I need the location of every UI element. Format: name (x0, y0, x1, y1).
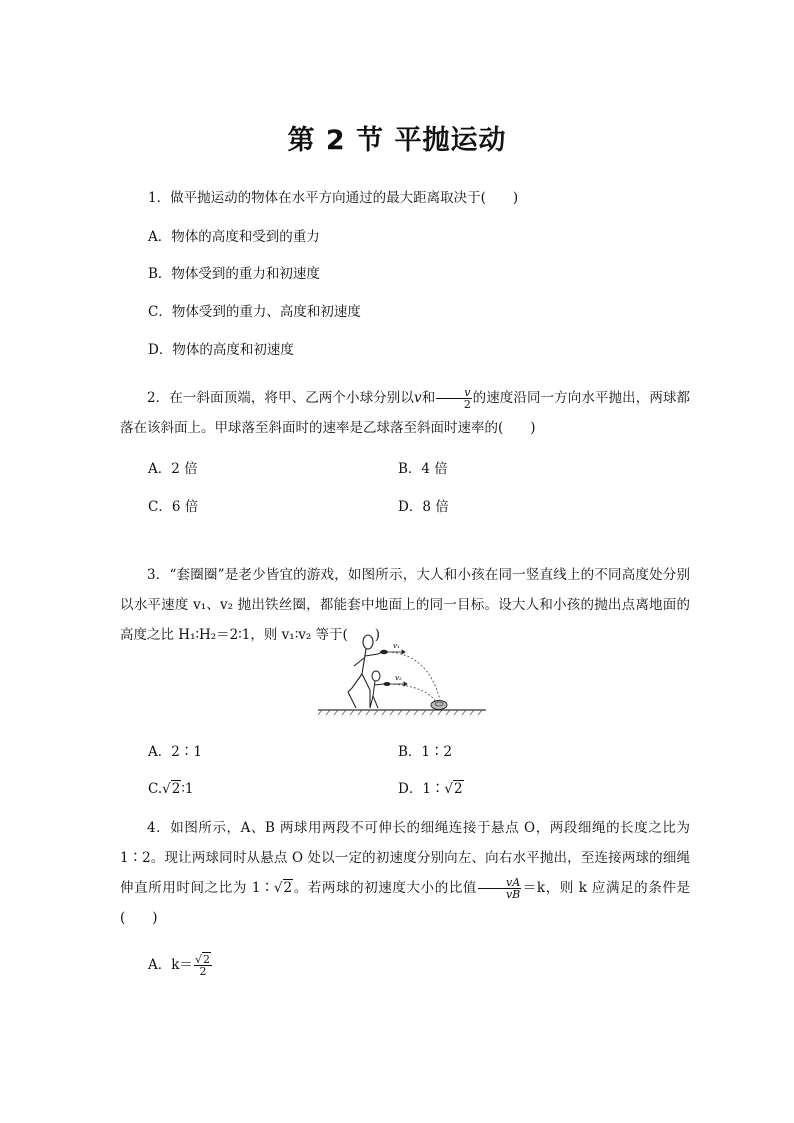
q2-option-d: D．8 倍 (398, 499, 449, 515)
q2-option-b: B．4 倍 (398, 461, 448, 477)
question-1-stem: 1．做平抛运动的物体在水平方向通过的最大距离取决于( ) (148, 190, 519, 206)
q4-option-a: A．k＝ $\frac{√2}{2}$ (148, 953, 210, 978)
fraction-v-over-2: $\frac{v}{2}$ (436, 387, 471, 410)
v2-label: v₂ (395, 674, 402, 682)
page-title: 第 2 节 平抛运动 (287, 125, 507, 156)
question-4-stem: 4．如图所示，A、B 两球用两段不可伸长的细绳连接于悬点 O，两段细绳的长度之比为 1∶2。现让两球同时从悬点 O 处以一定的初速度分别向左、向右水平抛出，至连接两球的细绳伸直所用时间之比为 1∶√2。若两球的初速度大小的比值 $\frac{vA}{vB}$ ＝k，则 k 应满足的条件是( ) (120, 820, 690, 926)
q3-option-a: A．2∶1 (148, 744, 202, 760)
child-trajectory (390, 684, 436, 702)
child-figure (370, 671, 384, 708)
q1-option-c: C．物体受到的重力、高度和初速度 (148, 304, 361, 320)
q2-option-c: C．6 倍 (148, 499, 199, 515)
q2-option-a: A．2 倍 (148, 461, 198, 477)
q1-option-a: A．物体的高度和受到的重力 (148, 229, 320, 245)
fraction-va-over-vb: $\frac{vA}{vB}$ (478, 877, 521, 900)
sqrt-symbol: √2 (273, 880, 293, 896)
fraction-sqrt2-over-2: $\frac{√2}{2}$ (194, 953, 210, 978)
question-2-stem: 2．在一斜面顶端，将甲、乙两个小球分别以v和 $\frac{v}{2}$ 的速度沿同一方向水平抛出，两球都落在该斜面上。甲球落至斜面时的速率是乙球落至斜面时速率的( ) (120, 386, 691, 436)
sqrt-symbol: √2 (162, 781, 181, 797)
ground-hatching (318, 710, 482, 715)
q3-option-d: D．1∶√2 (398, 781, 463, 797)
ring-toss-figure (318, 628, 486, 718)
q1-option-d: D．物体的高度和初速度 (148, 342, 294, 358)
question-3-stem: 3．“套圈圈”是老少皆宜的游戏，如图所示，大人和小孩在同一竖直线上的不同高度处分别以水平速度 v₁、v₂ 抛出铁丝圈，都能套中地面上的同一目标。设大人和小孩的抛出点离地面的高度之比 H₁∶H₂＝2∶1，则 v₁∶v₂ 等于( ) (120, 567, 690, 643)
v1-label: v₁ (393, 642, 400, 650)
adult-ring (380, 650, 388, 654)
child-ring (384, 682, 391, 686)
sqrt-symbol: √2 (444, 781, 463, 797)
q1-option-b: B．物体受到的重力和初速度 (148, 266, 320, 282)
q3-option-b: B．1∶2 (398, 744, 453, 760)
q3-option-c: C.√2∶1 (148, 781, 194, 797)
